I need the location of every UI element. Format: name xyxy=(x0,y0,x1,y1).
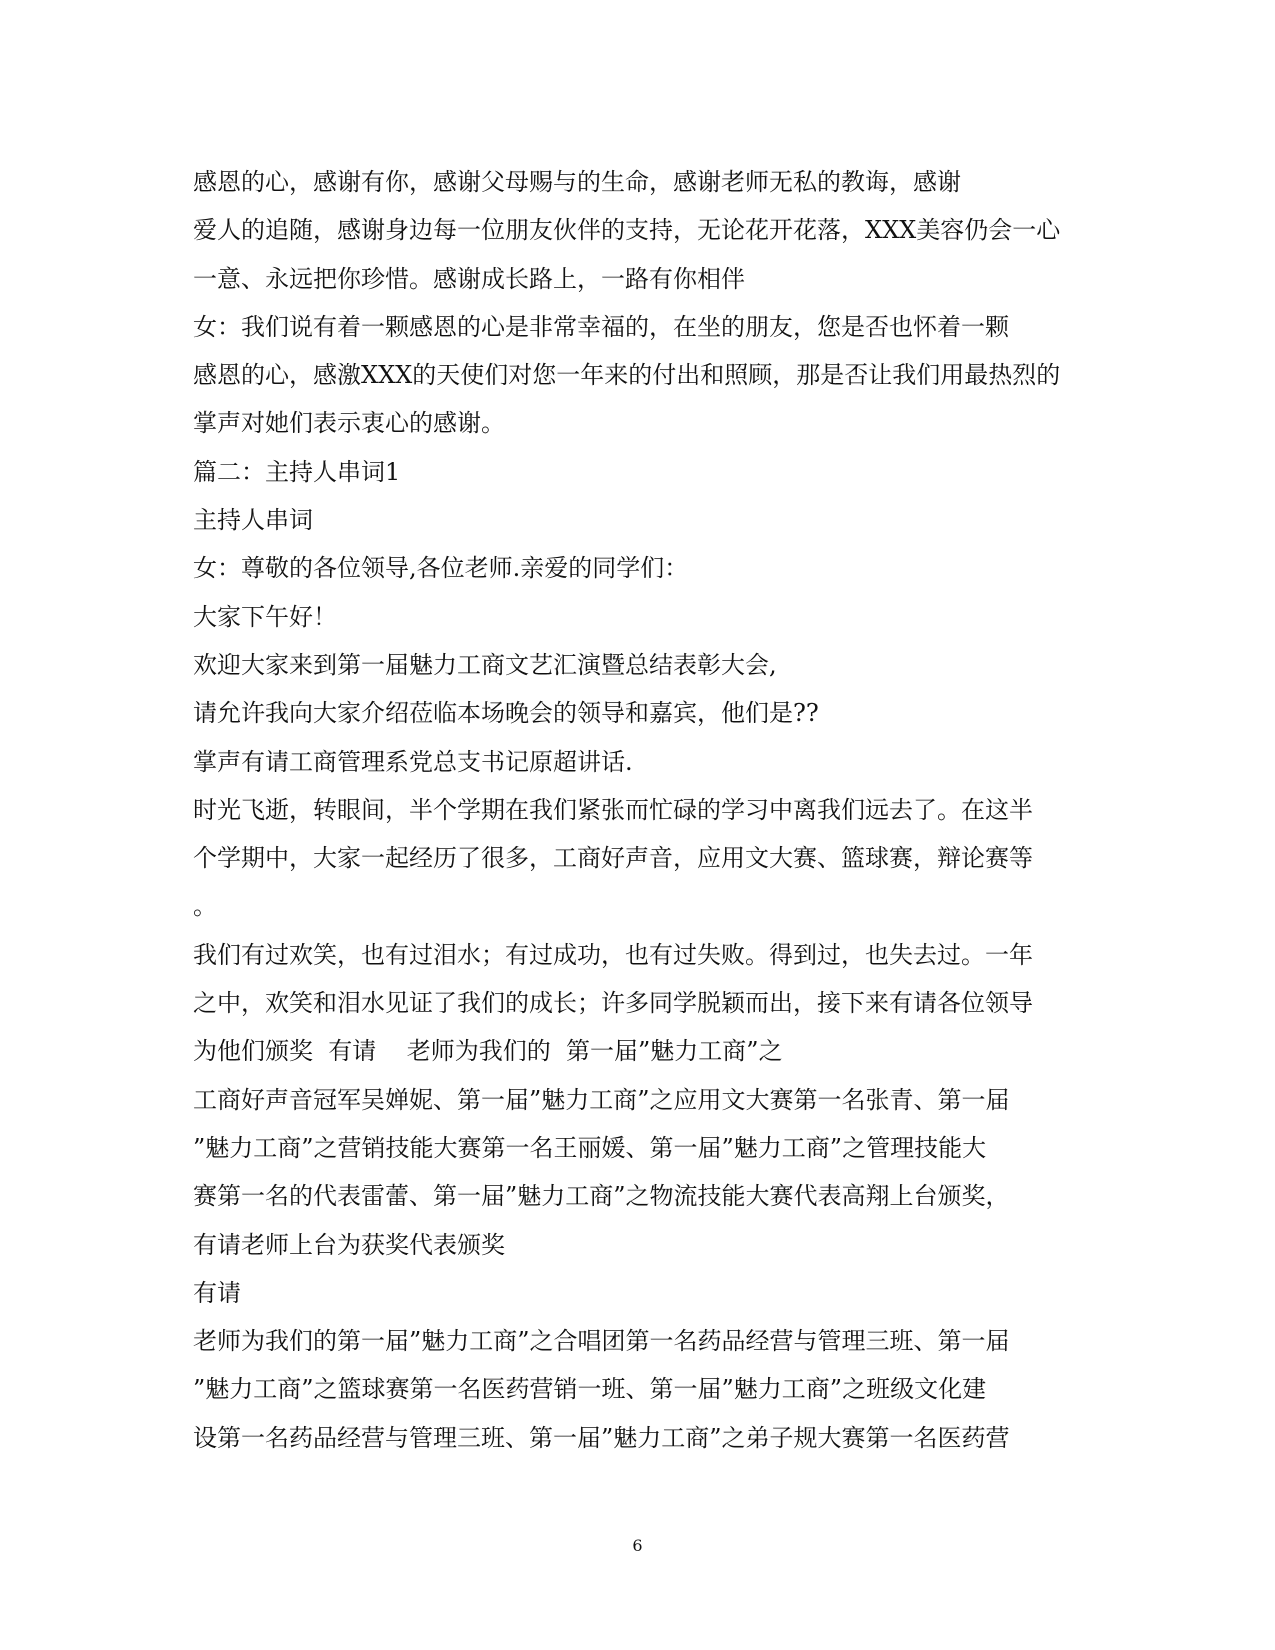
text-line: 。 xyxy=(193,892,217,921)
text-line: 设第一名药品经营与管理三班、第一届”魅力工商”之弟子规大赛第一名医药营 xyxy=(193,1423,1010,1452)
text-line: 为他们颁奖 有请 老师为我们的 第一届”魅力工商”之 xyxy=(193,1037,783,1066)
text-line: 感恩的心，感激XXX的天使们对您一年来的付出和照顾，那是否让我们用最热烈的 xyxy=(193,361,1061,390)
text-line: 掌声对她们表示衷心的感谢。 xyxy=(193,409,505,438)
text-line: 时光飞逝，转眼间，半个学期在我们紧张而忙碌的学习中离我们远去了。在这半 xyxy=(193,795,1033,824)
text-line: 女：尊敬的各位领导,各位老师.亲爱的同学们： xyxy=(193,554,689,583)
text-line: 大家下午好！ xyxy=(193,602,337,631)
text-line: 请允许我向大家介绍莅临本场晚会的领导和嘉宾，他们是?? xyxy=(193,699,819,728)
subheading: 主持人串词 xyxy=(193,506,313,535)
text-line: 老师为我们的第一届”魅力工商”之合唱团第一名药品经营与管理三班、第一届 xyxy=(193,1327,1010,1356)
text-line: 之中，欢笑和泪水见证了我们的成长；许多同学脱颖而出，接下来有请各位领导 xyxy=(193,989,1033,1018)
text-line: 掌声有请工商管理系党总支书记原超讲话. xyxy=(193,747,633,776)
section-heading: 篇二：主持人串词1 xyxy=(193,457,401,486)
text-line: 赛第一名的代表雷蕾、第一届”魅力工商”之物流技能大赛代表高翔上台颁奖， xyxy=(193,1182,1010,1211)
text-line: 个学期中，大家一起经历了很多，工商好声音，应用文大赛、篮球赛，辩论赛等 xyxy=(193,844,1033,873)
page-number: 6 xyxy=(632,1536,643,1555)
text-line: 感恩的心，感谢有你，感谢父母赐与的生命，感谢老师无私的教诲，感谢 xyxy=(193,168,961,196)
text-line: 我们有过欢笑，也有过泪水；有过成功，也有过失败。得到过，也失去过。一年 xyxy=(193,940,1033,969)
text-line: 爱人的追随，感谢身边每一位朋友伙伴的支持，无论花开花落，XXX美容仍会一心 xyxy=(193,216,1061,245)
text-line: ”魅力工商”之篮球赛第一名医药营销一班、第一届”魅力工商”之班级文化建 xyxy=(193,1375,987,1404)
text-line: ”魅力工商”之营销技能大赛第一名王丽媛、第一届”魅力工商”之管理技能大 xyxy=(193,1133,987,1162)
text-line: 工商好声音冠军吴婵妮、第一届”魅力工商”之应用文大赛第一名张青、第一届 xyxy=(193,1085,1010,1114)
text-line: 欢迎大家来到第一届魅力工商文艺汇演暨总结表彰大会, xyxy=(193,650,777,679)
text-line: 女：我们说有着一颗感恩的心是非常幸福的，在坐的朋友，您是否也怀着一颗 xyxy=(193,312,1009,341)
text-line: 有请 xyxy=(193,1278,241,1307)
body-text xyxy=(193,158,1093,1462)
text-line: 一意、永远把你珍惜。感谢成长路上，一路有你相伴 xyxy=(193,264,745,293)
text-line: 有请老师上台为获奖代表颁奖 xyxy=(193,1230,505,1259)
